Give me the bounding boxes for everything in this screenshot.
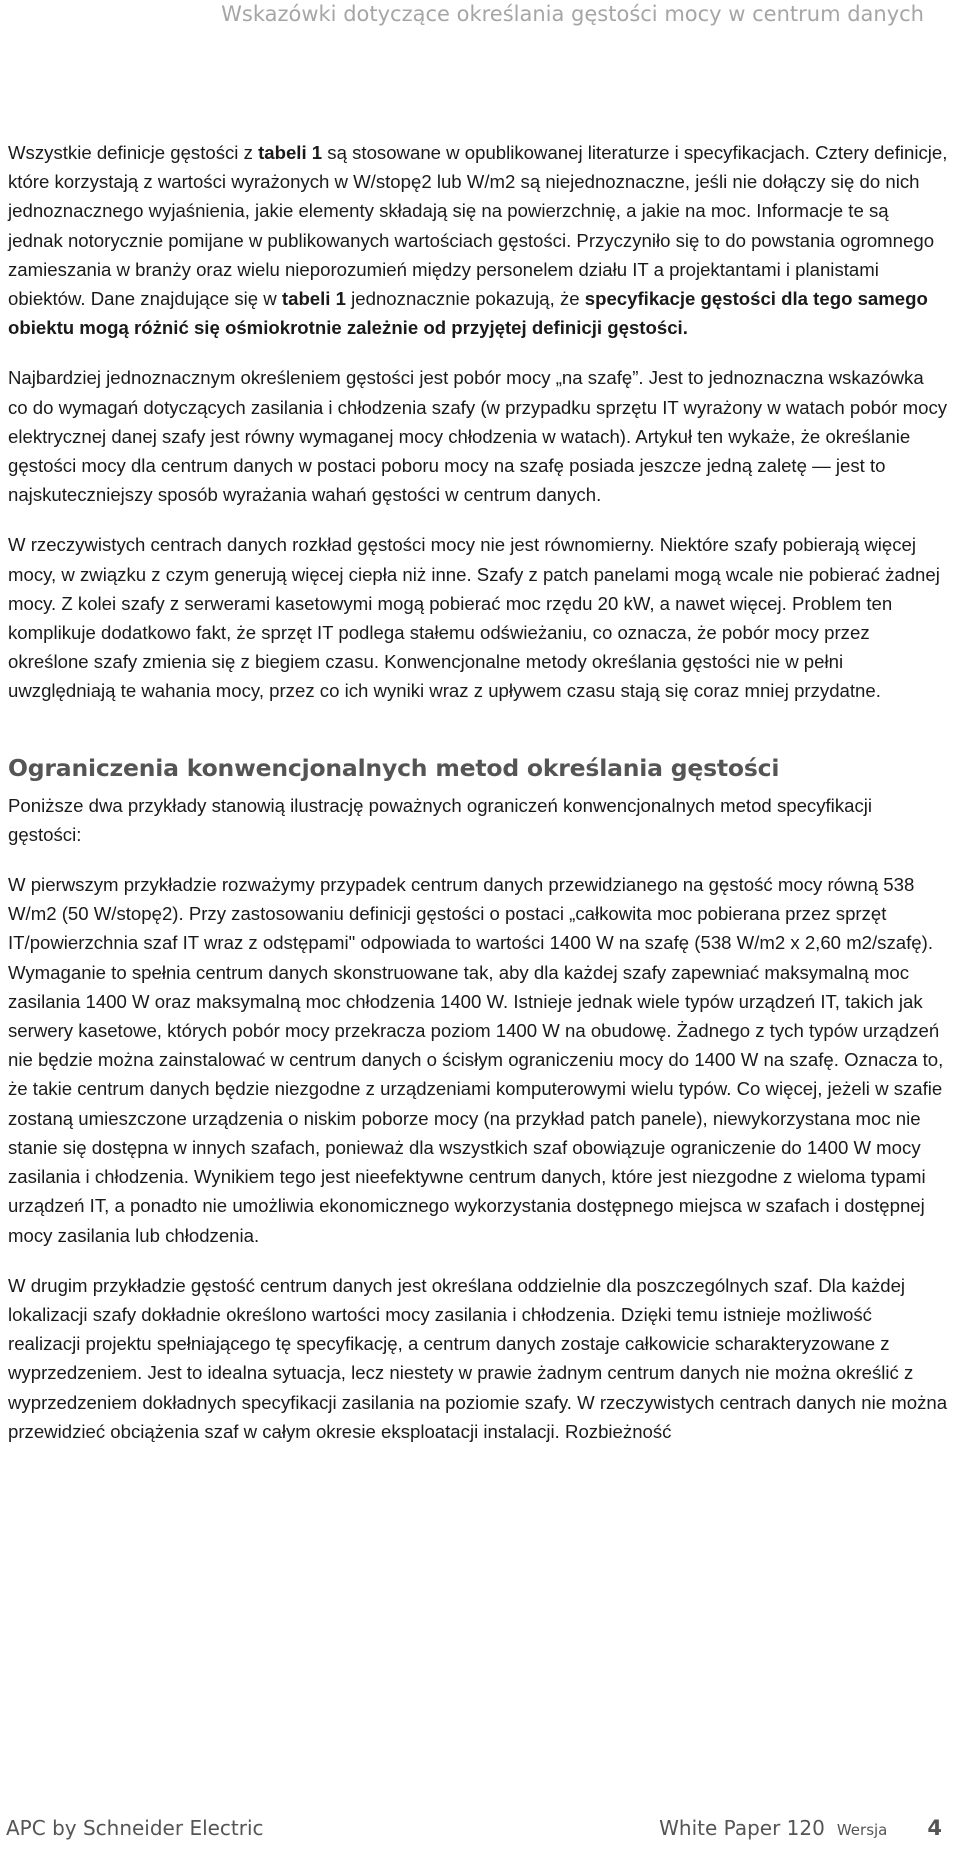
bold-text-run: specyfikacje gęstości dla tego samego obiektu mogą różnić się ośmiokrotnie zależnie od przyjętej definicji gęstości. [8, 288, 928, 339]
bold-text-run: tabeli 1 [258, 142, 323, 163]
footer-version-label: Wersja [836, 1821, 888, 1839]
page-footer [0, 1816, 960, 1846]
paragraph-2: Najbardziej jednoznacznym określeniem gęstości jest pobór mocy „na szafę”. Jest to jednoznaczna wskazówka co do wymagań dotyczących zasilania i chłodzenia szafy (w przypadku sprzętu IT wyrażony w watach pobór mocy elektrycznej danej szafy jest równy wymaganej mocy chłodzenia w watach). Artykuł ten wykaże, że określanie gęstości mocy dla centrum danych w postaci poboru mocy na szafę posiada jeszcze jedną zaletę — jest to najskuteczniejszy sposób wyrażania wahań gęstości w centrum danych. [8, 367, 948, 506]
running-header-title: Wskazówki dotyczące określania gęstości mocy w centrum danych [221, 2, 924, 26]
page-number: 4 [927, 1816, 942, 1840]
paragraph-4: Poniższe dwa przykłady stanowią ilustrację poważnych ograniczeń konwencjonalnych metod specyfikacji gęstości: [8, 794, 873, 845]
text-run: są stosowane w opublikowanej literaturze i specyfikacjach. Cztery definicje, które korzystają z wartości wyrażonych w W/stopę2 lub W/m2 są niejednoznaczne, jeśli nie dołączy się do nich jednoznacznego wyjaśnienia, jakie elementy składają się na powierzchnię, a jakie na moc. Informacje te są jednak notorycznie pomijane w publikowanych wartościach gęstości. Przyczyniło się to do powstania ogromnego zamieszania w branży oraz wielu nieporozumień między personelem działu IT a projektantami i planistami obiektów. Dane znajdujące się w [8, 142, 948, 310]
paragraph-3: W rzeczywistych centrach danych rozkład gęstości mocy nie jest równomierny. Niektóre szafy pobierają więcej mocy, w związku z czym generują więcej ciepła niż inne. Szafy z patch panelami mogą wcale nie pobierać żadnej mocy. Z kolei szafy z serwerami kasetowymi mogą pobierać moc rzędu 20 kW, a nawet więcej. Problem ten komplikuje dodatkowo fakt, że sprzęt IT podlega stałemu odświeżaniu, co oznacza, że pobór mocy przez określone szafy zmienia się z biegiem czasu. Konwencjonalne metody określania gęstości nie w pełni uwzględniają te wahania mocy, przez co ich wyniki wraz z upływem czasu stają się coraz mniej przydatne. [8, 534, 940, 702]
footer-brand: APC by Schneider Electric [6, 1816, 264, 1840]
paragraph-5: W pierwszym przykładzie rozważymy przypadek centrum danych przewidzianego na gęstość mocy równą 538 W/m2 (50 W/stopę2). Przy zastosowaniu definicji gęstości o postaci „całkowita moc pobierana przez sprzęt IT/powierzchnia szaf IT wraz z odstępami" odpowiada to wartości 1400 W na szafę (538 W/m2 x 2,60 m2/szafę). Wymaganie to spełnia centrum danych skonstruowane tak, aby dla każdej szafy zapewniać maksymalną moc zasilania 1400 W oraz maksymalną moc chłodzenia 1400 W. Istnieje jednak wiele typów urządzeń IT, takich jak serwery kasetowe, których pobór mocy przekracza poziom 1400 W na obudowę. Żadnego z tych typów urządzeń nie będzie można zainstalować w centrum danych o ścisłym ograniczeniu mocy do 1400 W na szafę. Oznacza to, że takie centrum danych będzie niezgodne z urządzeniami komputerowymi wielu typów. Co więcej, jeżeli w szafie zostaną umieszczone urządzenia o niskim poborze mocy (na przykład patch panele), niewykorzystana moc nie stanie się dostępna w innych szafach, ponieważ dla wszystkich szaf obowiązuje ograniczenie do 1400 W mocy zasilania i chłodzenia. Wynikiem tego jest nieefektywne centrum danych, które jest niezgodne z wieloma typami urządzeń IT, a ponadto nie umożliwia ekonomicznego wykorzystania dostępnego miejsca w szafach i dostępnej mocy zasilania lub chłodzenia. [8, 874, 944, 1246]
paragraph-1 [8, 138, 948, 342]
footer-document-title: White Paper 120 [659, 1816, 825, 1840]
main-content [8, 138, 948, 1446]
bold-text-run: tabeli 1 [281, 288, 346, 310]
footer-document-info [659, 1816, 942, 1840]
text-run: jednoznacznie pokazują, że [345, 288, 585, 310]
text-run: Wszystkie definicje gęstości z [8, 142, 259, 163]
paragraph-6: W drugim przykładzie gęstość centrum danych jest określana oddzielnie dla poszczególnych szaf. Dla każdej lokalizacji szafy dokładnie określono wartości mocy zasilania i chłodzenia. Dzięki temu istnieje możliwość realizacji projektu spełniającego tę specyfikację, a centrum danych zostaje całkowicie scharakteryzowane z wyprzedzeniem. Jest to idealna sytuacja, lecz niestety w prawie żadnym centrum danych nie można określić z wyprzedzeniem dokładnych specyfikacji zasilania na poziomie szafy. W rzeczywistych centrach danych nie można przewidzieć obciążenia szaf w całym okresie eksploatacji instalacji. Rozbieżność [8, 1274, 948, 1442]
section-heading: Ograniczenia konwencjonalnych metod określania gęstości [8, 753, 780, 782]
